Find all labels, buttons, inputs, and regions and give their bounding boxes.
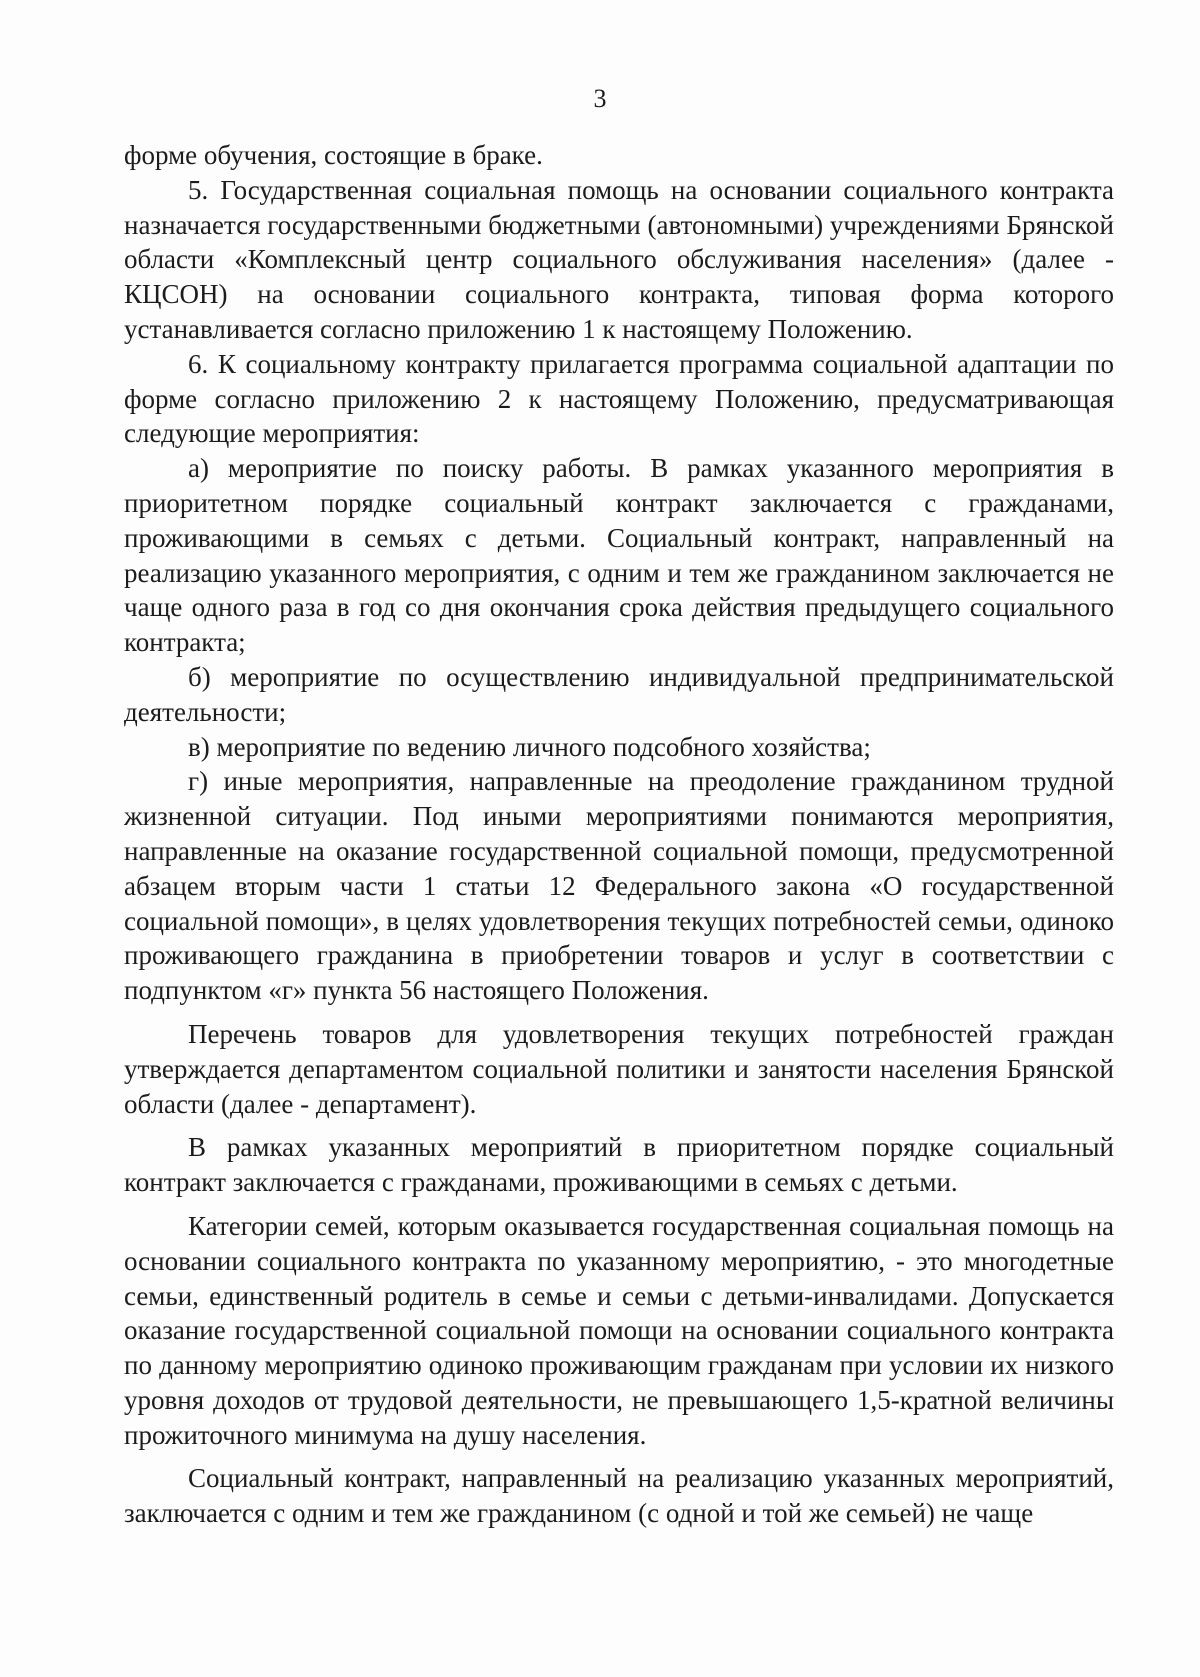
paragraph-family-categories: Категории семей, которым оказывается государственная социальная помощь на основании социального контракта по указанному мероприятию, - это многодетные семьи, единственный родитель в семье и семьи с детьми-инвалидами. Допускается оказание государственной социальной помощи на основании социального контракта по данному мероприятию одиноко проживающим гражданам при условии их низкого уровня доходов от трудовой деятельности, не превышающего 1,5-кратной величины прожиточного минимума на душу населения. xyxy=(124,1210,1114,1450)
subitem-a: а) мероприятие по поиску работы. В рамках указанного мероприятия в приоритетном порядке социальный контракт заключается с гражданами, проживающими в семьях с детьми. Социальный контракт, направленный на реализацию указанного мероприятия, с одним и тем же гражданином заключается не чаще одного раза в год со дня окончания срока действия предыдущего социального контракта; xyxy=(124,453,1114,658)
subitem-g: г) иные мероприятия, направленные на преодоление гражданином трудной жизненной ситуации. Под иными мероприятиями понимаются мероприятия, направленные на оказание государственной социальной помощи, предусмотренной абзацем вторым части 1 статьи 12 Федерального закона «О государственной социальной помощи», в целях удовлетворения текущих потребностей семьи, одиноко проживающего гражданина в приобретении товаров и услуг в соответствии с подпунктом «г» пункта 56 настоящего Положения. xyxy=(124,766,1114,1006)
paragraph-contract-frequency: Социальный контракт, направленный на реализацию указанных мероприятий, заключается с одним и тем же гражданином (с одной и той же семьей) не чаще xyxy=(124,1463,1114,1529)
paragraph-item-6: 6. К социальному контракту прилагается программа социальной адаптации по форме согласно приложению 2 к настоящему Положению, предусматривающая следующие мероприятия: xyxy=(124,348,1114,449)
paragraph-item-5: 5. Государственная социальная помощь на основании социального контракта назначается государственными бюджетными (автономными) учреждениями Брянской области «Комплексный центр социального обслуживания населения» (далее - КЦСОН) на основании социального контракта, типовая форма которого устанавливается согласно приложению 1 к настоящему Положению. xyxy=(124,174,1114,344)
subitem-v: в) мероприятие по ведению личного подсобного хозяйства; xyxy=(188,731,871,762)
paragraph-continuation: форме обучения, состоящие в браке. xyxy=(124,140,543,170)
document-body xyxy=(124,138,1114,1531)
paragraph-goods-list: Перечень товаров для удовлетворения текущих потребностей граждан утверждается департаментом социальной политики и занятости населения Брянской области (далее - департамент). xyxy=(124,1018,1114,1119)
subitem-b: б) мероприятие по осуществлению индивидуальной предпринимательской деятельности; xyxy=(124,661,1114,727)
page-number: 3 xyxy=(593,84,607,113)
paragraph-priority: В рамках указанных мероприятий в приоритетном порядке социальный контракт заключается с гражданами, проживающими в семьях с детьми. xyxy=(124,1132,1114,1198)
